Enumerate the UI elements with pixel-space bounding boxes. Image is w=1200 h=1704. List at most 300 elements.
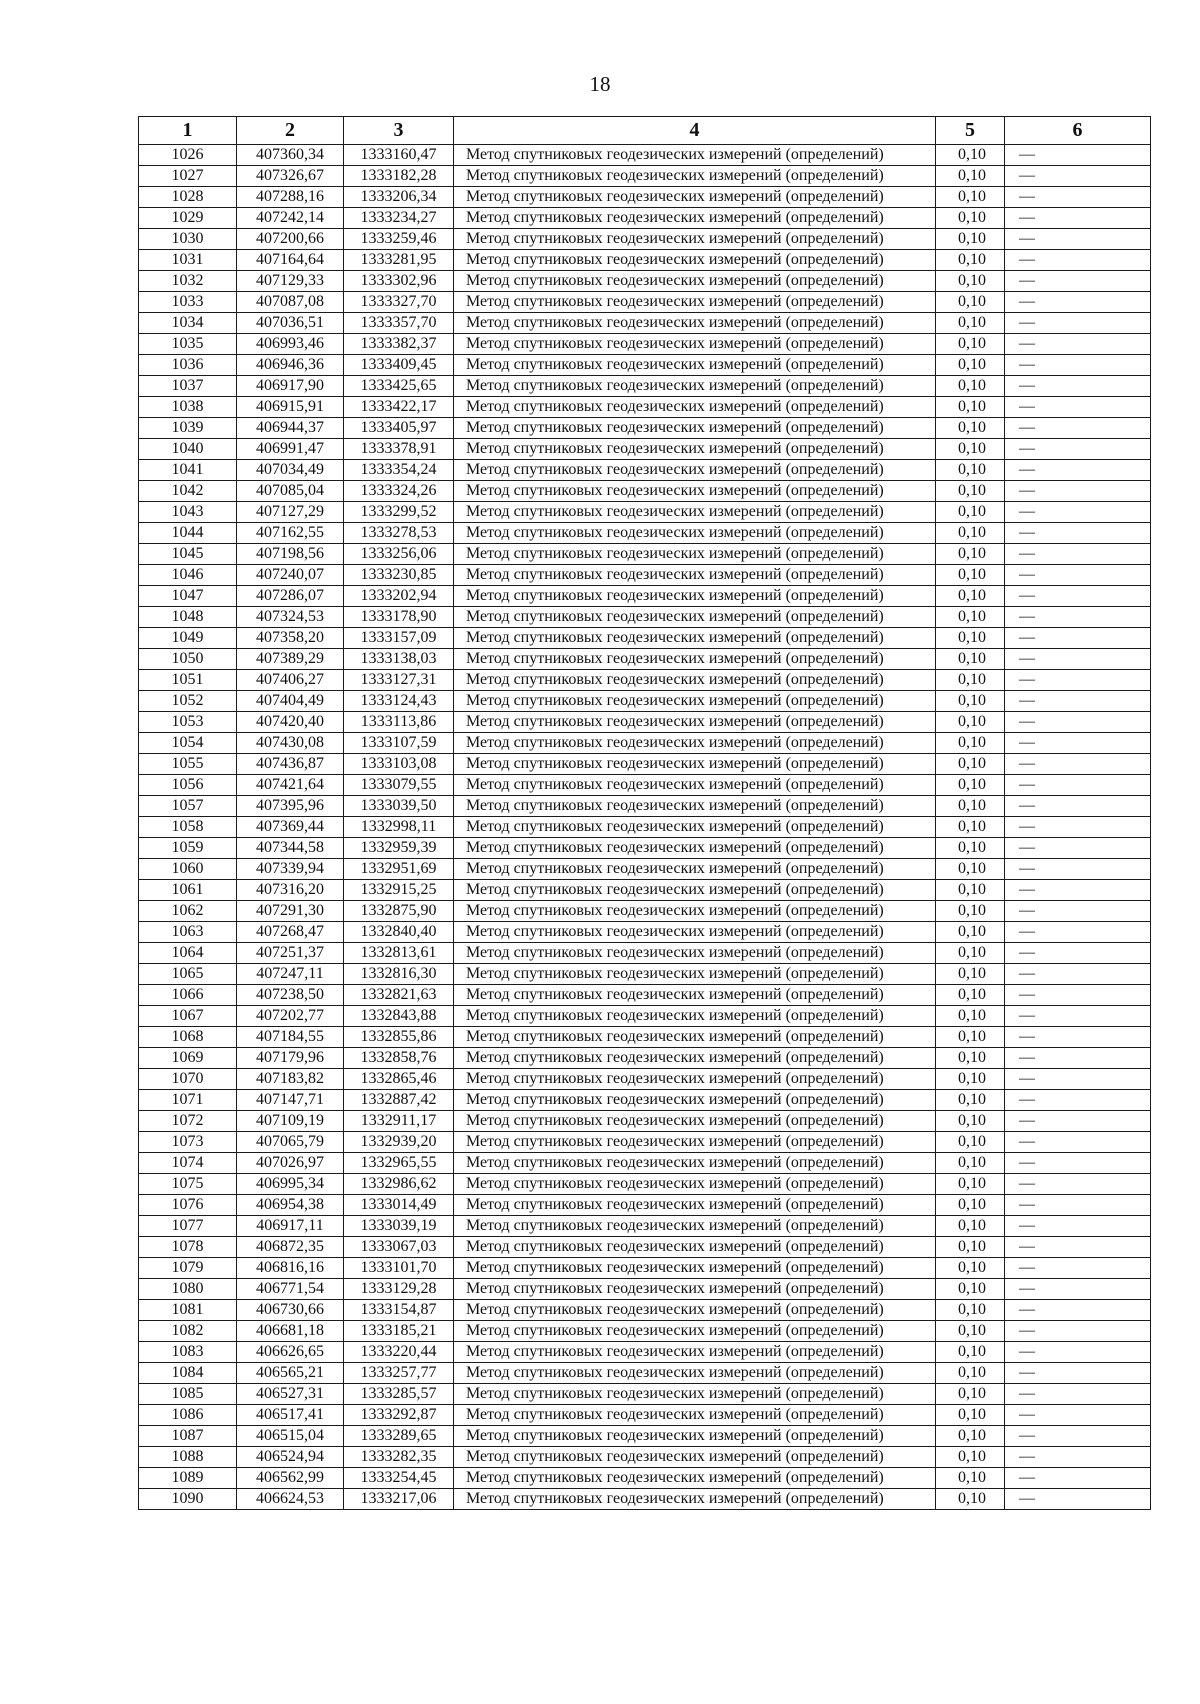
- header-col-3: 3: [344, 117, 454, 145]
- y-coordinate-cell: 1333289,65: [344, 1426, 454, 1447]
- accuracy-cell: 0,10: [936, 460, 1005, 481]
- x-coordinate-cell: 407202,77: [237, 1006, 344, 1027]
- accuracy-cell: 0,10: [936, 712, 1005, 733]
- table-row: [139, 1090, 1151, 1111]
- point-number-cell: 1027: [139, 166, 237, 187]
- table-row: [139, 1489, 1151, 1510]
- description-cell: —: [1005, 964, 1151, 985]
- accuracy-cell: 0,10: [936, 1237, 1005, 1258]
- description-cell: —: [1005, 754, 1151, 775]
- description-cell: —: [1005, 1216, 1151, 1237]
- method-cell: Метод спутниковых геодезических измерений (определений): [454, 439, 936, 460]
- accuracy-cell: 0,10: [936, 1153, 1005, 1174]
- point-number-cell: 1081: [139, 1300, 237, 1321]
- y-coordinate-cell: 1333357,70: [344, 313, 454, 334]
- x-coordinate-cell: 406917,11: [237, 1216, 344, 1237]
- y-coordinate-cell: 1333422,17: [344, 397, 454, 418]
- y-coordinate-cell: 1333254,45: [344, 1468, 454, 1489]
- y-coordinate-cell: 1332998,11: [344, 817, 454, 838]
- method-cell: Метод спутниковых геодезических измерений (определений): [454, 1216, 936, 1237]
- method-cell: Метод спутниковых геодезических измерений (определений): [454, 1237, 936, 1258]
- description-cell: —: [1005, 1027, 1151, 1048]
- description-cell: —: [1005, 796, 1151, 817]
- method-cell: Метод спутниковых геодезических измерений (определений): [454, 817, 936, 838]
- accuracy-cell: 0,10: [936, 397, 1005, 418]
- point-number-cell: 1077: [139, 1216, 237, 1237]
- point-number-cell: 1028: [139, 187, 237, 208]
- method-cell: Метод спутниковых геодезических измерений (определений): [454, 1300, 936, 1321]
- point-number-cell: 1075: [139, 1174, 237, 1195]
- description-cell: —: [1005, 733, 1151, 754]
- point-number-cell: 1043: [139, 502, 237, 523]
- x-coordinate-cell: 406946,36: [237, 355, 344, 376]
- table-row: [139, 1111, 1151, 1132]
- description-cell: —: [1005, 418, 1151, 439]
- accuracy-cell: 0,10: [936, 775, 1005, 796]
- method-cell: Метод спутниковых геодезических измерений (определений): [454, 145, 936, 166]
- coordinates-table: [138, 116, 1151, 1510]
- point-number-cell: 1073: [139, 1132, 237, 1153]
- accuracy-cell: 0,10: [936, 376, 1005, 397]
- x-coordinate-cell: 407406,27: [237, 670, 344, 691]
- method-cell: Метод спутниковых геодезических измерений (определений): [454, 985, 936, 1006]
- accuracy-cell: 0,10: [936, 1090, 1005, 1111]
- table-body: [139, 145, 1151, 1510]
- y-coordinate-cell: 1333354,24: [344, 460, 454, 481]
- accuracy-cell: 0,10: [936, 565, 1005, 586]
- y-coordinate-cell: 1333281,95: [344, 250, 454, 271]
- description-cell: —: [1005, 1195, 1151, 1216]
- point-number-cell: 1051: [139, 670, 237, 691]
- accuracy-cell: 0,10: [936, 250, 1005, 271]
- method-cell: Метод спутниковых геодезических измерений (определений): [454, 250, 936, 271]
- y-coordinate-cell: 1332939,20: [344, 1132, 454, 1153]
- description-cell: —: [1005, 628, 1151, 649]
- point-number-cell: 1052: [139, 691, 237, 712]
- table-row: [139, 1300, 1151, 1321]
- x-coordinate-cell: 406954,38: [237, 1195, 344, 1216]
- accuracy-cell: 0,10: [936, 1321, 1005, 1342]
- description-cell: —: [1005, 1174, 1151, 1195]
- method-cell: Метод спутниковых геодезических измерений (определений): [454, 292, 936, 313]
- y-coordinate-cell: 1333382,37: [344, 334, 454, 355]
- x-coordinate-cell: 406517,41: [237, 1405, 344, 1426]
- accuracy-cell: 0,10: [936, 229, 1005, 250]
- header-col-2: 2: [237, 117, 344, 145]
- table-row: [139, 1216, 1151, 1237]
- method-cell: Метод спутниковых геодезических измерений (определений): [454, 796, 936, 817]
- x-coordinate-cell: 407291,30: [237, 901, 344, 922]
- description-cell: —: [1005, 334, 1151, 355]
- point-number-cell: 1082: [139, 1321, 237, 1342]
- method-cell: Метод спутниковых геодезических измерений (определений): [454, 649, 936, 670]
- method-cell: Метод спутниковых геодезических измерений (определений): [454, 397, 936, 418]
- method-cell: Метод спутниковых геодезических измерений (определений): [454, 1321, 936, 1342]
- description-cell: —: [1005, 1111, 1151, 1132]
- accuracy-cell: 0,10: [936, 1111, 1005, 1132]
- y-coordinate-cell: 1332875,90: [344, 901, 454, 922]
- description-cell: —: [1005, 1300, 1151, 1321]
- table-row: [139, 376, 1151, 397]
- method-cell: Метод спутниковых геодезических измерений (определений): [454, 229, 936, 250]
- x-coordinate-cell: 407184,55: [237, 1027, 344, 1048]
- x-coordinate-cell: 406872,35: [237, 1237, 344, 1258]
- point-number-cell: 1086: [139, 1405, 237, 1426]
- description-cell: —: [1005, 145, 1151, 166]
- y-coordinate-cell: 1333259,46: [344, 229, 454, 250]
- x-coordinate-cell: 407026,97: [237, 1153, 344, 1174]
- table-row: [139, 1405, 1151, 1426]
- description-cell: —: [1005, 1405, 1151, 1426]
- accuracy-cell: 0,10: [936, 1027, 1005, 1048]
- method-cell: Метод спутниковых геодезических измерений (определений): [454, 1174, 936, 1195]
- method-cell: Метод спутниковых геодезических измерений (определений): [454, 1279, 936, 1300]
- table-row: [139, 1027, 1151, 1048]
- x-coordinate-cell: 406944,37: [237, 418, 344, 439]
- description-cell: —: [1005, 1132, 1151, 1153]
- table-row: [139, 775, 1151, 796]
- description-cell: —: [1005, 565, 1151, 586]
- point-number-cell: 1072: [139, 1111, 237, 1132]
- table-row: [139, 1174, 1151, 1195]
- description-cell: —: [1005, 1363, 1151, 1384]
- method-cell: Метод спутниковых геодезических измерений (определений): [454, 481, 936, 502]
- method-cell: Метод спутниковых геодезических измерений (определений): [454, 1132, 936, 1153]
- x-coordinate-cell: 407238,50: [237, 985, 344, 1006]
- y-coordinate-cell: 1333127,31: [344, 670, 454, 691]
- method-cell: Метод спутниковых геодезических измерений (определений): [454, 1426, 936, 1447]
- method-cell: Метод спутниковых геодезических измерений (определений): [454, 1090, 936, 1111]
- description-cell: —: [1005, 229, 1151, 250]
- accuracy-cell: 0,10: [936, 1468, 1005, 1489]
- description-cell: —: [1005, 985, 1151, 1006]
- description-cell: —: [1005, 1468, 1151, 1489]
- description-cell: —: [1005, 691, 1151, 712]
- x-coordinate-cell: 407179,96: [237, 1048, 344, 1069]
- y-coordinate-cell: 1332858,76: [344, 1048, 454, 1069]
- description-cell: —: [1005, 439, 1151, 460]
- point-number-cell: 1064: [139, 943, 237, 964]
- method-cell: Метод спутниковых геодезических измерений (определений): [454, 1153, 936, 1174]
- method-cell: Метод спутниковых геодезических измерений (определений): [454, 1489, 936, 1510]
- accuracy-cell: 0,10: [936, 334, 1005, 355]
- method-cell: Метод спутниковых геодезических измерений (определений): [454, 901, 936, 922]
- point-number-cell: 1029: [139, 208, 237, 229]
- description-cell: —: [1005, 901, 1151, 922]
- description-cell: —: [1005, 1237, 1151, 1258]
- point-number-cell: 1033: [139, 292, 237, 313]
- point-number-cell: 1066: [139, 985, 237, 1006]
- point-number-cell: 1034: [139, 313, 237, 334]
- y-coordinate-cell: 1332840,40: [344, 922, 454, 943]
- method-cell: Метод спутниковых геодезических измерений (определений): [454, 670, 936, 691]
- description-cell: —: [1005, 1321, 1151, 1342]
- point-number-cell: 1058: [139, 817, 237, 838]
- table-row: [139, 943, 1151, 964]
- accuracy-cell: 0,10: [936, 481, 1005, 502]
- accuracy-cell: 0,10: [936, 145, 1005, 166]
- description-cell: —: [1005, 502, 1151, 523]
- x-coordinate-cell: 407162,55: [237, 523, 344, 544]
- point-number-cell: 1061: [139, 880, 237, 901]
- table-row: [139, 271, 1151, 292]
- x-coordinate-cell: 407395,96: [237, 796, 344, 817]
- accuracy-cell: 0,10: [936, 292, 1005, 313]
- method-cell: Метод спутниковых геодезических измерений (определений): [454, 502, 936, 523]
- y-coordinate-cell: 1333107,59: [344, 733, 454, 754]
- table-row: [139, 1342, 1151, 1363]
- accuracy-cell: 0,10: [936, 1426, 1005, 1447]
- header-col-5: 5: [936, 117, 1005, 145]
- accuracy-cell: 0,10: [936, 733, 1005, 754]
- x-coordinate-cell: 406917,90: [237, 376, 344, 397]
- y-coordinate-cell: 1332821,63: [344, 985, 454, 1006]
- description-cell: —: [1005, 460, 1151, 481]
- table-row: [139, 838, 1151, 859]
- description-cell: —: [1005, 271, 1151, 292]
- point-number-cell: 1049: [139, 628, 237, 649]
- x-coordinate-cell: 406991,47: [237, 439, 344, 460]
- table-row: [139, 1426, 1151, 1447]
- table-row: [139, 355, 1151, 376]
- description-cell: —: [1005, 880, 1151, 901]
- description-cell: —: [1005, 859, 1151, 880]
- accuracy-cell: 0,10: [936, 670, 1005, 691]
- description-cell: —: [1005, 250, 1151, 271]
- x-coordinate-cell: 407087,08: [237, 292, 344, 313]
- accuracy-cell: 0,10: [936, 586, 1005, 607]
- method-cell: Метод спутниковых геодезических измерений (определений): [454, 586, 936, 607]
- y-coordinate-cell: 1333327,70: [344, 292, 454, 313]
- description-cell: —: [1005, 187, 1151, 208]
- accuracy-cell: 0,10: [936, 943, 1005, 964]
- x-coordinate-cell: 407358,20: [237, 628, 344, 649]
- point-number-cell: 1089: [139, 1468, 237, 1489]
- x-coordinate-cell: 407288,16: [237, 187, 344, 208]
- accuracy-cell: 0,10: [936, 1132, 1005, 1153]
- point-number-cell: 1078: [139, 1237, 237, 1258]
- description-cell: —: [1005, 292, 1151, 313]
- x-coordinate-cell: 406624,53: [237, 1489, 344, 1510]
- table-row: [139, 901, 1151, 922]
- y-coordinate-cell: 1333425,65: [344, 376, 454, 397]
- accuracy-cell: 0,10: [936, 985, 1005, 1006]
- description-cell: —: [1005, 1279, 1151, 1300]
- x-coordinate-cell: 407420,40: [237, 712, 344, 733]
- accuracy-cell: 0,10: [936, 880, 1005, 901]
- point-number-cell: 1031: [139, 250, 237, 271]
- y-coordinate-cell: 1333256,06: [344, 544, 454, 565]
- table-row: [139, 418, 1151, 439]
- table-row: [139, 880, 1151, 901]
- method-cell: Метод спутниковых геодезических измерений (определений): [454, 1111, 936, 1132]
- point-number-cell: 1044: [139, 523, 237, 544]
- table-row: [139, 670, 1151, 691]
- point-number-cell: 1056: [139, 775, 237, 796]
- x-coordinate-cell: 407268,47: [237, 922, 344, 943]
- y-coordinate-cell: 1333292,87: [344, 1405, 454, 1426]
- accuracy-cell: 0,10: [936, 649, 1005, 670]
- x-coordinate-cell: 407109,19: [237, 1111, 344, 1132]
- description-cell: —: [1005, 1342, 1151, 1363]
- y-coordinate-cell: 1333206,34: [344, 187, 454, 208]
- description-cell: —: [1005, 712, 1151, 733]
- point-number-cell: 1039: [139, 418, 237, 439]
- y-coordinate-cell: 1332959,39: [344, 838, 454, 859]
- description-cell: —: [1005, 1258, 1151, 1279]
- method-cell: Метод спутниковых геодезических измерений (определений): [454, 1195, 936, 1216]
- table-row: [139, 460, 1151, 481]
- description-cell: —: [1005, 922, 1151, 943]
- y-coordinate-cell: 1333234,27: [344, 208, 454, 229]
- y-coordinate-cell: 1333154,87: [344, 1300, 454, 1321]
- point-number-cell: 1076: [139, 1195, 237, 1216]
- method-cell: Метод спутниковых геодезических измерений (определений): [454, 376, 936, 397]
- y-coordinate-cell: 1332965,55: [344, 1153, 454, 1174]
- point-number-cell: 1047: [139, 586, 237, 607]
- accuracy-cell: 0,10: [936, 607, 1005, 628]
- y-coordinate-cell: 1333302,96: [344, 271, 454, 292]
- method-cell: Метод спутниковых геодезических измерений (определений): [454, 1048, 936, 1069]
- table-row: [139, 1384, 1151, 1405]
- description-cell: —: [1005, 817, 1151, 838]
- accuracy-cell: 0,10: [936, 1258, 1005, 1279]
- y-coordinate-cell: 1333113,86: [344, 712, 454, 733]
- x-coordinate-cell: 407129,33: [237, 271, 344, 292]
- description-cell: —: [1005, 208, 1151, 229]
- method-cell: Метод спутниковых геодезических измерений (определений): [454, 964, 936, 985]
- point-number-cell: 1048: [139, 607, 237, 628]
- table-row: [139, 964, 1151, 985]
- y-coordinate-cell: 1333101,70: [344, 1258, 454, 1279]
- header-col-6: 6: [1005, 117, 1151, 145]
- point-number-cell: 1071: [139, 1090, 237, 1111]
- x-coordinate-cell: 407251,37: [237, 943, 344, 964]
- table-row: [139, 817, 1151, 838]
- description-cell: —: [1005, 943, 1151, 964]
- y-coordinate-cell: 1333378,91: [344, 439, 454, 460]
- method-cell: Метод спутниковых геодезических измерений (определений): [454, 1363, 936, 1384]
- x-coordinate-cell: 406995,34: [237, 1174, 344, 1195]
- point-number-cell: 1065: [139, 964, 237, 985]
- point-number-cell: 1087: [139, 1426, 237, 1447]
- method-cell: Метод спутниковых геодезических измерений (определений): [454, 922, 936, 943]
- description-cell: —: [1005, 607, 1151, 628]
- description-cell: —: [1005, 313, 1151, 334]
- method-cell: Метод спутниковых геодезических измерений (определений): [454, 775, 936, 796]
- header-col-1: 1: [139, 117, 237, 145]
- method-cell: Метод спутниковых геодезических измерений (определений): [454, 943, 936, 964]
- method-cell: Метод спутниковых геодезических измерений (определений): [454, 1384, 936, 1405]
- table-row: [139, 859, 1151, 880]
- method-cell: Метод спутниковых геодезических измерений (определений): [454, 271, 936, 292]
- table-row: [139, 397, 1151, 418]
- accuracy-cell: 0,10: [936, 628, 1005, 649]
- y-coordinate-cell: 1333103,08: [344, 754, 454, 775]
- table-row: [139, 1006, 1151, 1027]
- method-cell: Метод спутниковых геодезических измерений (определений): [454, 1027, 936, 1048]
- table-row: [139, 166, 1151, 187]
- point-number-cell: 1041: [139, 460, 237, 481]
- method-cell: Метод спутниковых геодезических измерений (определений): [454, 460, 936, 481]
- accuracy-cell: 0,10: [936, 922, 1005, 943]
- accuracy-cell: 0,10: [936, 901, 1005, 922]
- x-coordinate-cell: 407404,49: [237, 691, 344, 712]
- point-number-cell: 1079: [139, 1258, 237, 1279]
- accuracy-cell: 0,10: [936, 691, 1005, 712]
- y-coordinate-cell: 1333160,47: [344, 145, 454, 166]
- y-coordinate-cell: 1333285,57: [344, 1384, 454, 1405]
- x-coordinate-cell: 407085,04: [237, 481, 344, 502]
- x-coordinate-cell: 407421,64: [237, 775, 344, 796]
- description-cell: —: [1005, 838, 1151, 859]
- table-row: [139, 1363, 1151, 1384]
- description-cell: —: [1005, 355, 1151, 376]
- x-coordinate-cell: 407316,20: [237, 880, 344, 901]
- table-row: [139, 922, 1151, 943]
- accuracy-cell: 0,10: [936, 313, 1005, 334]
- table-row: [139, 712, 1151, 733]
- method-cell: Метод спутниковых геодезических измерений (определений): [454, 1405, 936, 1426]
- x-coordinate-cell: 407034,49: [237, 460, 344, 481]
- point-number-cell: 1060: [139, 859, 237, 880]
- method-cell: Метод спутниковых геодезических измерений (определений): [454, 712, 936, 733]
- accuracy-cell: 0,10: [936, 355, 1005, 376]
- method-cell: Метод спутниковых геодезических измерений (определений): [454, 334, 936, 355]
- point-number-cell: 1062: [139, 901, 237, 922]
- method-cell: Метод спутниковых геодезических измерений (определений): [454, 1006, 936, 1027]
- accuracy-cell: 0,10: [936, 1279, 1005, 1300]
- table-row: [139, 145, 1151, 166]
- point-number-cell: 1053: [139, 712, 237, 733]
- x-coordinate-cell: 407036,51: [237, 313, 344, 334]
- description-cell: —: [1005, 166, 1151, 187]
- table-row: [139, 334, 1151, 355]
- method-cell: Метод спутниковых геодезических измерений (определений): [454, 187, 936, 208]
- table-row: [139, 208, 1151, 229]
- accuracy-cell: 0,10: [936, 817, 1005, 838]
- point-number-cell: 1045: [139, 544, 237, 565]
- point-number-cell: 1057: [139, 796, 237, 817]
- table-row: [139, 607, 1151, 628]
- accuracy-cell: 0,10: [936, 1069, 1005, 1090]
- x-coordinate-cell: 407360,34: [237, 145, 344, 166]
- table-row: [139, 628, 1151, 649]
- method-cell: Метод спутниковых геодезических измерений (определений): [454, 544, 936, 565]
- accuracy-cell: 0,10: [936, 166, 1005, 187]
- accuracy-cell: 0,10: [936, 1384, 1005, 1405]
- table-row: [139, 313, 1151, 334]
- y-coordinate-cell: 1332843,88: [344, 1006, 454, 1027]
- table-row: [139, 523, 1151, 544]
- table-row: [139, 1258, 1151, 1279]
- point-number-cell: 1042: [139, 481, 237, 502]
- accuracy-cell: 0,10: [936, 208, 1005, 229]
- description-cell: —: [1005, 544, 1151, 565]
- table-row: [139, 229, 1151, 250]
- accuracy-cell: 0,10: [936, 271, 1005, 292]
- accuracy-cell: 0,10: [936, 1405, 1005, 1426]
- point-number-cell: 1090: [139, 1489, 237, 1510]
- x-coordinate-cell: 406626,65: [237, 1342, 344, 1363]
- accuracy-cell: 0,10: [936, 544, 1005, 565]
- method-cell: Метод спутниковых геодезических измерений (определений): [454, 418, 936, 439]
- y-coordinate-cell: 1332915,25: [344, 880, 454, 901]
- point-number-cell: 1035: [139, 334, 237, 355]
- x-coordinate-cell: 407339,94: [237, 859, 344, 880]
- y-coordinate-cell: 1333409,45: [344, 355, 454, 376]
- y-coordinate-cell: 1332855,86: [344, 1027, 454, 1048]
